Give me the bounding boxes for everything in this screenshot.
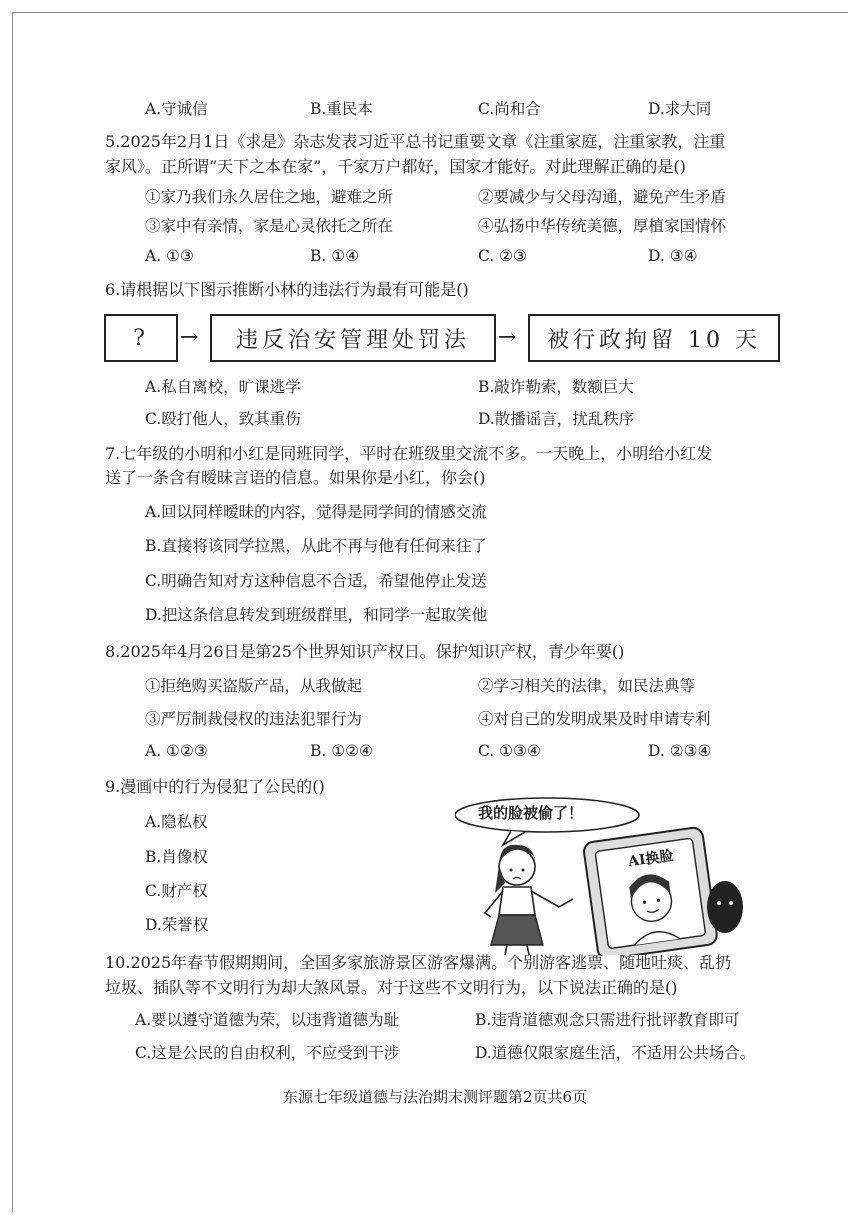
q10-option-b: B.违背道德观念只需进行批评教育即可 [475, 1011, 740, 1029]
q10-option-a: A.要以遵守道德为荣，以违背道德为耻 [135, 1011, 400, 1029]
q9-option-d: D.荣誉权 [145, 916, 209, 934]
q5-option-b: B. ①④ [310, 247, 360, 265]
q5-option-a: A. ①③ [145, 247, 194, 265]
cartoon-speech-bubble-text: 我的脸被偷了！ [478, 804, 584, 822]
q9-option-c: C.财产权 [145, 882, 208, 900]
q7-option-b: B.直接将该同学拉黑，从此不再与他有任何来往了 [145, 537, 487, 555]
q4-option-d: D.求大同 [648, 100, 712, 118]
q10-option-d: D.道德仅限家庭生活，不适用公共场合。 [475, 1044, 756, 1062]
q7-option-d: D.把这条信息转发到班级群里，和同学一起取笑他 [145, 606, 488, 624]
q6-option-a: A.私自离校，旷课逃学 [145, 378, 301, 396]
q5-statement-3: ③家中有亲情，家是心灵依托之所在 [145, 217, 394, 235]
q4-option-c: C.尚和合 [478, 100, 541, 118]
q7-stem-line2: 送了一条含有暧昧言语的信息。如果你是小红，你会() [105, 468, 486, 487]
q5-statement-4: ④弘扬中华传统美德，厚植家国情怀 [478, 217, 727, 235]
q5-option-c: C. ②③ [478, 247, 527, 265]
q6-option-c: C.殴打他人，致其重伤 [145, 410, 301, 428]
q10-stem-line2: 垃圾、插队等不文明行为却大煞风景。对于这些不文明行为，以下说法正确的是() [105, 978, 678, 997]
q8-statement-3: ③严厉制裁侵权的违法犯罪行为 [145, 710, 363, 728]
q5-statement-2: ②要减少与父母沟通，避免产生矛盾 [478, 188, 727, 206]
q8-statement-4: ④对自己的发明成果及时申请专利 [478, 710, 711, 728]
q5-stem-line1: 5.2025年2月1日《求是》杂志发表习近平总书记重要文章《注重家庭，注重家教，注重 [105, 132, 726, 151]
page-footer: 东源七年级道德与法治期末测评题第2页共6页 [283, 1088, 588, 1106]
q9-stem: 9.漫画中的行为侵犯了公民的() [105, 777, 325, 796]
q4-option-b: B.重民本 [310, 100, 373, 118]
q4-option-a: A.守诚信 [145, 100, 208, 118]
q10-stem-line1: 10.2025年春节假期期间，全国多家旅游景区游客爆满。个别游客逃票、随地吐痰、乱扔 [105, 953, 732, 972]
q8-option-d: D. ②③④ [648, 742, 712, 760]
q6-option-d: D.散播谣言，扰乱秩序 [478, 410, 635, 428]
cartoon-screen-label: AI换脸 [627, 847, 675, 871]
q6-stem: 6.请根据以下图示推断小林的违法行为最有可能是() [105, 280, 469, 299]
q7-option-a: A.回以同样暧昧的内容，觉得是同学间的情感交流 [145, 503, 487, 521]
q7-option-c: C.明确告知对方这种信息不合适，希望他停止发送 [145, 572, 487, 590]
q10-option-c: C.这是公民的自由权利，不应受到干涉 [135, 1044, 400, 1062]
flow-arrow-2: → [498, 325, 517, 350]
q8-statement-1: ①拒绝购买盗版产品，从我做起 [145, 677, 363, 695]
flow-arrow-1: → [180, 325, 199, 350]
flow-box-unknown: ? [104, 314, 178, 362]
q8-option-b: B. ①②④ [310, 742, 373, 760]
q7-stem-line1: 7.七年级的小明和小红是同班同学，平时在班级里交流不多。一天晚上，小明给小红发 [105, 444, 713, 463]
q9-option-b: B.肖像权 [145, 848, 208, 866]
q5-option-d: D. ③④ [648, 247, 698, 265]
flow-box-detention: 被行政拘留 10 天 [528, 314, 780, 362]
q8-option-c: C. ①③④ [478, 742, 541, 760]
q8-statement-2: ②学习相关的法律，如民法典等 [478, 677, 696, 695]
flow-box-violation: 违反治安管理处罚法 [210, 314, 496, 362]
q9-option-a: A.隐私权 [145, 813, 208, 831]
q6-option-b: B.敲诈勒索，数额巨大 [478, 378, 634, 396]
q8-option-a: A. ①②③ [145, 742, 208, 760]
q5-statement-1: ①家乃我们永久居住之地，避难之所 [145, 188, 394, 206]
q8-stem: 8.2025年4月26日是第25个世界知识产权日。保护知识产权，青少年要() [105, 642, 625, 661]
q5-stem-line2: 家风》。正所谓“天下之本在家”，千家万户都好，国家才能好。对此理解正确的是() [105, 157, 686, 176]
